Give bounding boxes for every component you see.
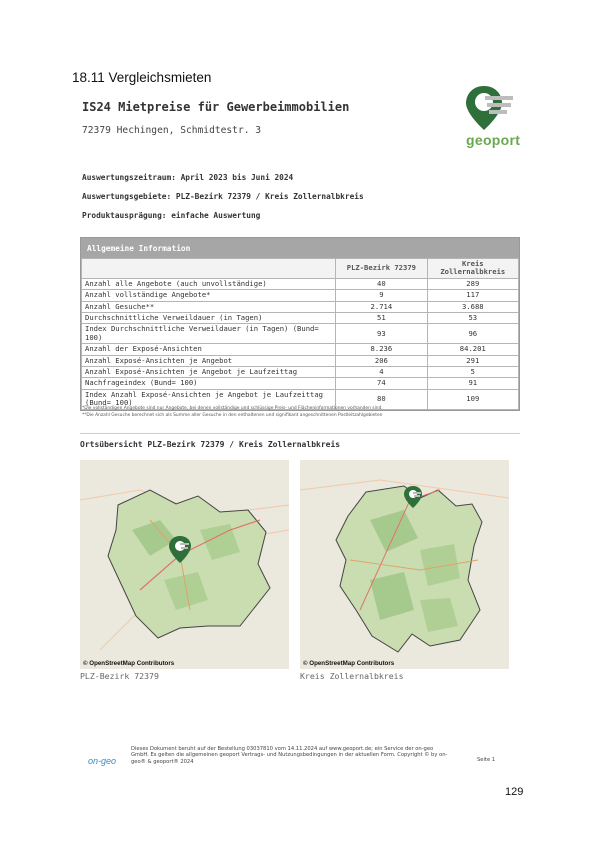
on-geo-logo: on-geo: [88, 756, 117, 766]
map-credit: © OpenStreetMap Contributors: [303, 660, 395, 667]
info-table-box: [80, 237, 520, 411]
row-value-plz: 51: [336, 313, 427, 324]
row-value-kreis: 117: [427, 290, 518, 301]
column-header: [82, 259, 336, 279]
row-label: Index Anzahl Exposé-Ansichten je Angebot je Laufzeittag (Bund= 100): [82, 389, 336, 409]
column-header-kreis: Kreis Zollernalbkreis: [427, 259, 518, 279]
row-value-kreis: 53: [427, 313, 518, 324]
row-value-kreis: 91: [427, 378, 518, 389]
row-value-plz: 206: [336, 355, 427, 366]
table-row: [82, 324, 519, 344]
geoport-logo-text: geoport: [466, 132, 521, 148]
row-value-plz: 40: [336, 278, 427, 289]
meta-areas: Auswertungsgebiete: PLZ-Bezirk 72379 / Kreis Zollernalbkreis: [82, 192, 364, 201]
page-number: 129: [505, 786, 524, 798]
footnote-2: **Die Anzahl Gesuche berechnet sich als Summe aller Gesuche in den enthaltenen und signifikant angeschnittenen Postleitzahlgebieten: [82, 413, 383, 418]
row-label: Anzahl Exposé-Ansichten je Angebot: [82, 355, 336, 366]
row-value-plz: 80: [336, 389, 427, 409]
row-label: Anzahl vollständige Angebote*: [82, 290, 336, 301]
row-label: Nachfrageindex (Bund= 100): [82, 378, 336, 389]
footnote-1: *Die vollständigen Angebote sind nur Angebote, bei denen vollständige und schlüssige Preis- und Flächeninformationen vorhanden sind.: [82, 406, 383, 411]
section-heading: 18.11 Vergleichsmieten: [72, 70, 212, 85]
row-value-plz: 9: [336, 290, 427, 301]
row-label: Anzahl Exposé-Ansichten je Angebot je Laufzeittag: [82, 367, 336, 378]
info-table: [81, 258, 519, 410]
map-section-heading: Ortsübersicht PLZ-Bezirk 72379 / Kreis Zollernalbkreis: [80, 440, 341, 449]
row-value-kreis: 289: [427, 278, 518, 289]
table-row: [82, 344, 519, 355]
map-credit: © OpenStreetMap Contributors: [83, 660, 175, 667]
row-label: Anzahl der Exposé-Ansichten: [82, 344, 336, 355]
row-value-kreis: 5: [427, 367, 518, 378]
footer-page-label: Seite 1: [477, 757, 496, 763]
row-value-kreis: 3.688: [427, 301, 518, 312]
row-value-kreis: 84.201: [427, 344, 518, 355]
row-value-kreis: 109: [427, 389, 518, 409]
meta-product: Produktausprägung: einfache Auswertung: [82, 211, 261, 220]
map-caption-kreis: Kreis Zollernalbkreis: [300, 671, 404, 681]
row-value-plz: 2.714: [336, 301, 427, 312]
report-title: IS24 Mietpreise für Gewerbeimmobilien: [82, 100, 350, 114]
report-address: 72379 Hechingen, Schmidtestr. 3: [82, 125, 262, 136]
table-row: [82, 378, 519, 389]
row-value-plz: 93: [336, 324, 427, 344]
column-header-plz: PLZ-Bezirk 72379: [336, 259, 427, 279]
row-value-plz: 4: [336, 367, 427, 378]
row-value-kreis: 291: [427, 355, 518, 366]
table-row: [82, 301, 519, 312]
info-table-header: Allgemeine Information: [81, 238, 519, 258]
table-row: [82, 278, 519, 289]
row-value-plz: 74: [336, 378, 427, 389]
meta-period: Auswertungszeitraum: April 2023 bis Juni 2024: [82, 173, 294, 182]
table-row: [82, 313, 519, 324]
map-kreis: [300, 460, 509, 669]
row-label: Anzahl alle Angebote (auch unvollständige): [82, 278, 336, 289]
table-row: [82, 367, 519, 378]
footer-text: Dieses Dokument beruht auf der Bestellung 03037810 vom 14.11.2024 auf www.geoport.de; ein Service der on-geo GmbH. Es gelten die allgemeinen geoport Vertrags- und Nutzungsbedingungen in der aktuellen Form. Copyright © by on-geo® & geoport® 2024: [131, 746, 448, 765]
row-label: Durchschnittliche Verweildauer (in Tagen): [82, 313, 336, 324]
row-label: Anzahl Gesuche**: [82, 301, 336, 312]
table-row: [82, 290, 519, 301]
divider: [80, 433, 520, 434]
map-plz-bezirk: [80, 460, 289, 669]
row-value-kreis: 96: [427, 324, 518, 344]
table-row: [82, 355, 519, 366]
map-caption-plz: PLZ-Bezirk 72379: [80, 671, 159, 681]
row-value-plz: 8.236: [336, 344, 427, 355]
row-label: Index Durchschnittliche Verweildauer (in Tagen) (Bund= 100): [82, 324, 336, 344]
